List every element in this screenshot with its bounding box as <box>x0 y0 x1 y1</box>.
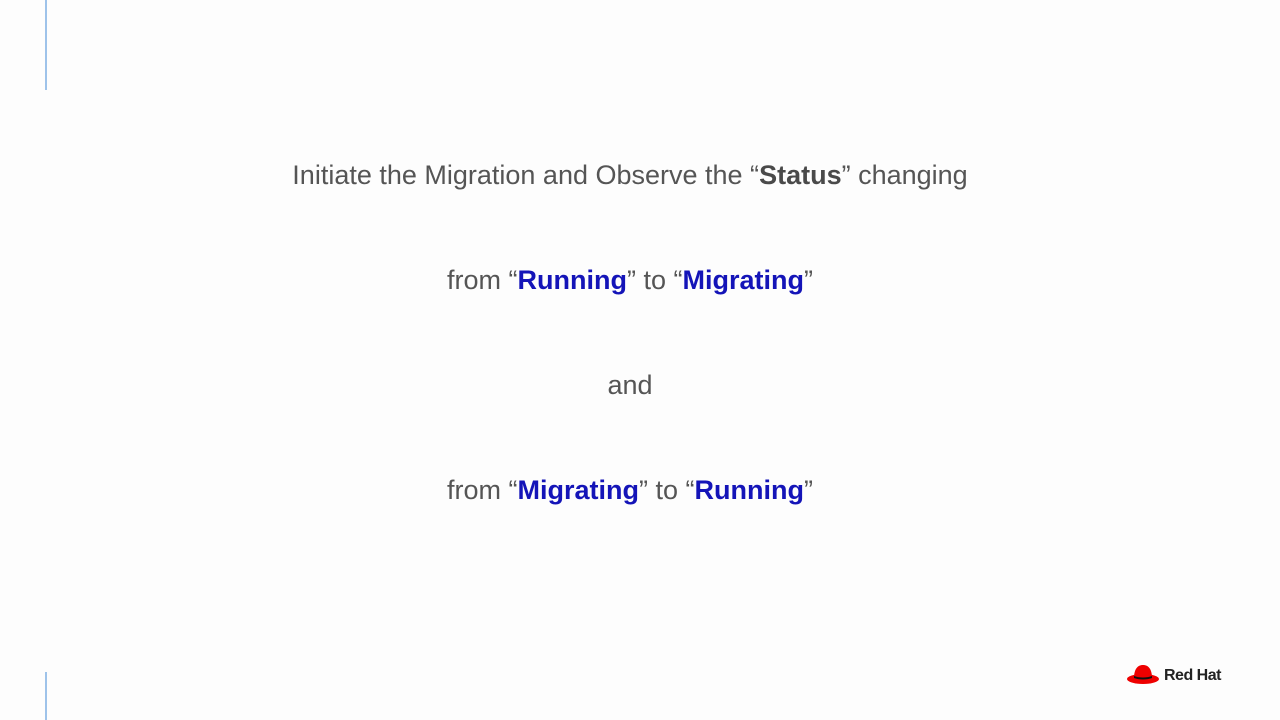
conjunction-line: and <box>607 370 653 400</box>
transition-2-from: from “ <box>447 475 518 505</box>
red-hat-logo <box>1126 660 1221 691</box>
instruction-prefix: Initiate the Migration and Observe the “ <box>292 160 760 190</box>
transition-1-to: ” to “ <box>626 265 683 295</box>
status-keyword: Status <box>759 160 842 190</box>
transition-line-2 <box>0 473 1260 507</box>
transition-line-1 <box>0 263 1260 297</box>
transition-1-state-to: Migrating <box>682 265 804 295</box>
instruction-line <box>0 158 1260 192</box>
transition-2-state-from: Migrating <box>517 475 639 505</box>
transition-1-close: ” <box>803 265 813 295</box>
red-hat-logo-icon <box>1126 660 1160 691</box>
transition-1-from: from “ <box>447 265 518 295</box>
transition-2-to: ” to “ <box>639 475 695 505</box>
brand-name: Red Hat <box>1164 666 1221 684</box>
transition-2-close: ” <box>803 475 813 505</box>
transition-1-state-from: Running <box>517 265 627 295</box>
left-accent-line-top <box>45 0 47 90</box>
left-accent-line-bottom <box>45 672 47 720</box>
instruction-suffix: ” changing <box>841 160 968 190</box>
transition-2-state-to: Running <box>694 475 804 505</box>
